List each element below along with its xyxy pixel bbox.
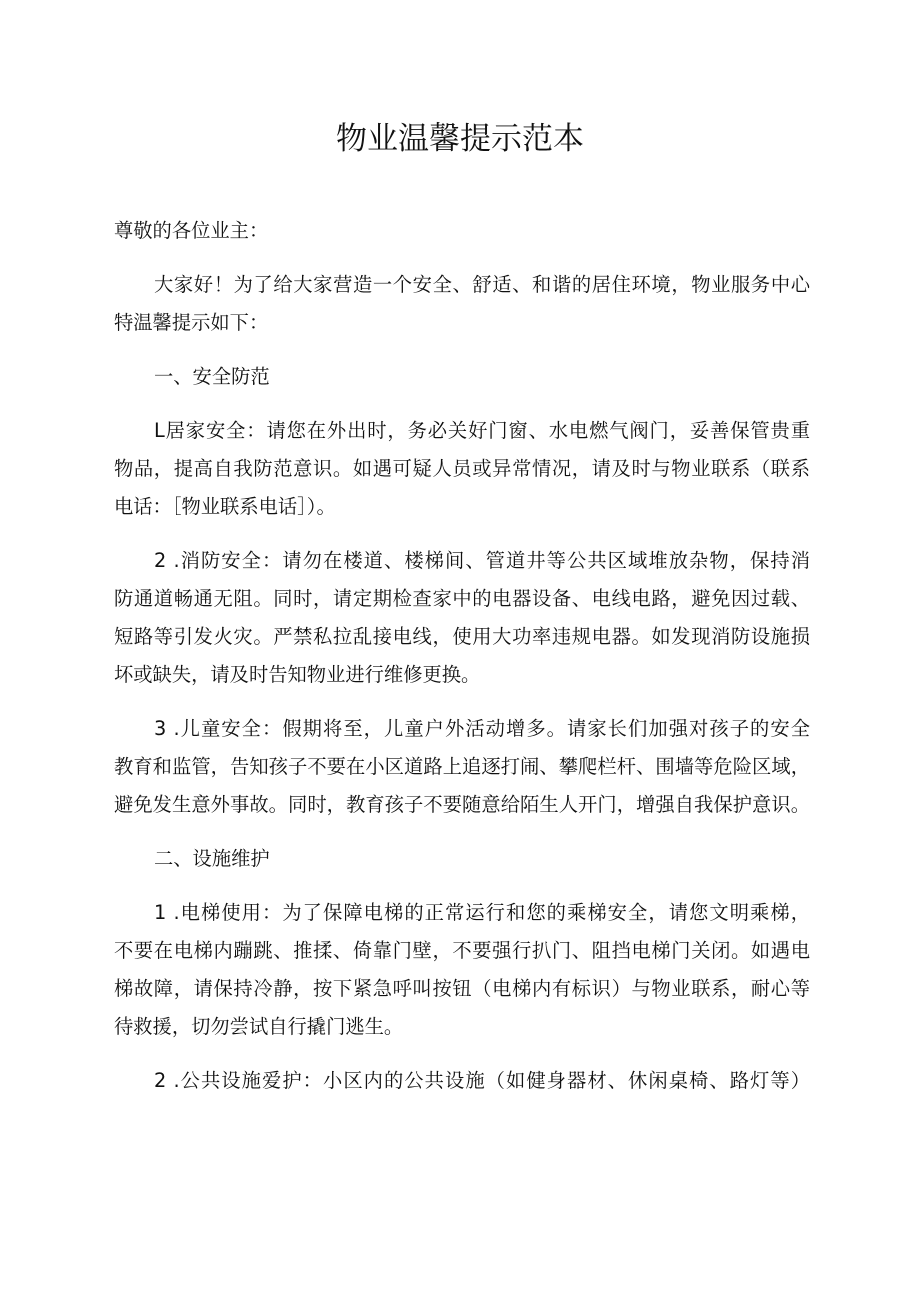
document-title: 物业温馨提示范本 — [336, 121, 584, 157]
list-item — [114, 710, 810, 824]
item-line: 2 .消防安全：请勿在楼道、楼梯间、管道井等公共区域堆放杂物，保持消 — [154, 549, 810, 572]
list-item — [114, 412, 810, 526]
item-line: 教育和监管，告知孩子不要在小区道路上追逐打闹、攀爬栏杆、围墙等危险区域， — [114, 755, 810, 778]
section-heading — [114, 358, 810, 396]
item-line: 避免发生意外事故。同时，教育孩子不要随意给陌生人开门，增强自我保护意识。 — [114, 793, 810, 816]
item-line: 坏或缺失，请及时告知物业进行维修更换。 — [114, 663, 481, 686]
item-line: 3 .儿童安全：假期将至，儿童户外活动增多。请家长们加强对孩子的安全 — [154, 717, 810, 740]
item-line: 2 .公共设施爱护：小区内的公共设施（如健身器材、休闲桌椅、路灯等） — [154, 1069, 810, 1092]
list-item — [114, 894, 810, 1046]
item-line: 防通道畅通无阻。同时，请定期检查家中的电器设备、电线电路，避免因过载、 — [114, 587, 810, 610]
list-item — [114, 1062, 810, 1100]
item-line: 电话：［物业联系电话］）。 — [114, 495, 336, 518]
document-body — [114, 212, 810, 1116]
intro-line: 特温馨提示如下： — [114, 311, 269, 334]
item-line: L居家安全：请您在外出时，务必关好门窗、水电燃气阀门，妥善保管贵重 — [154, 419, 810, 442]
intro-paragraph — [114, 266, 810, 342]
section-heading — [114, 840, 810, 878]
salutation-text: 尊敬的各位业主： — [114, 219, 269, 242]
list-item — [114, 542, 810, 694]
item-line: 1 .电梯使用：为了保障电梯的正常运行和您的乘梯安全，请您文明乘梯， — [154, 901, 810, 924]
salutation — [114, 212, 810, 250]
item-line: 物品，提高自我防范意识。如遇可疑人员或异常情况，请及时与物业联系（联系 — [114, 457, 810, 480]
intro-line: 大家好！为了给大家营造一个安全、舒适、和谐的居住环境，物业服务中心 — [154, 273, 810, 296]
section-heading-text: 二、设施维护 — [154, 847, 270, 870]
item-line: 待救援，切勿尝试自行撬门逃生。 — [114, 1015, 404, 1038]
item-line: 梯故障，请保持冷静，按下紧急呼叫按钮（电梯内有标识）与物业联系，耐心等 — [114, 977, 810, 1000]
item-line: 不要在电梯内蹦跳、推揉、倚靠门壁，不要强行扒门、阻挡电梯门关闭。如遇电 — [114, 939, 810, 962]
section-heading-text: 一、安全防范 — [154, 365, 270, 388]
item-line: 短路等引发火灾。严禁私拉乱接电线，使用大功率违规电器。如发现消防设施损 — [114, 625, 810, 648]
